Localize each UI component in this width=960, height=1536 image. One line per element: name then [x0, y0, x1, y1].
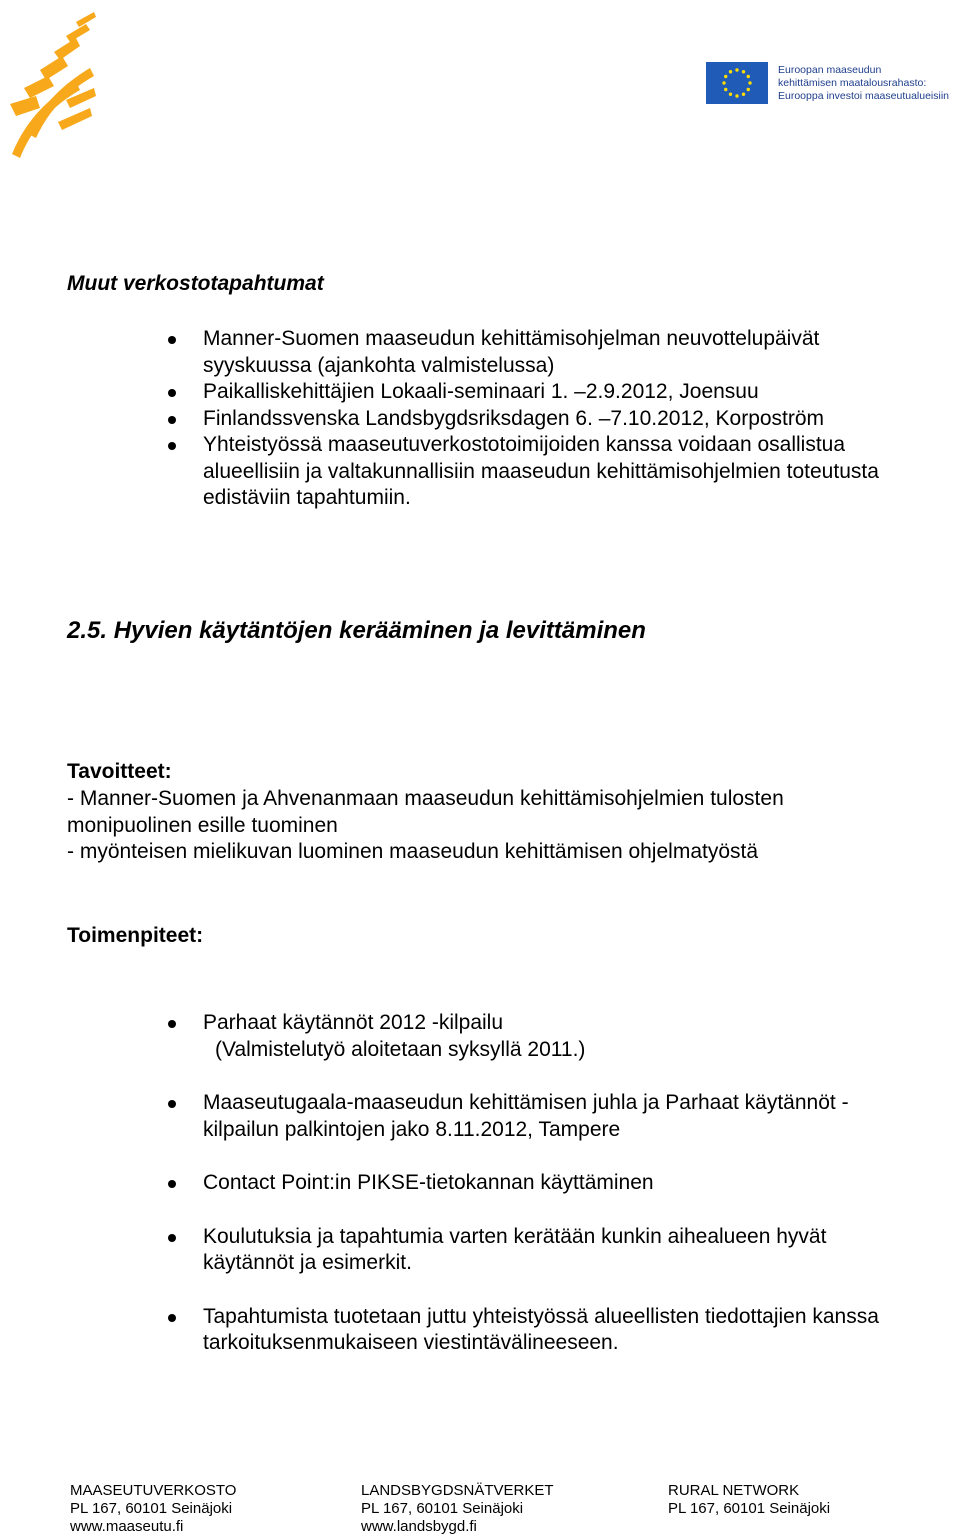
footer-column: [668, 1482, 830, 1518]
maaseutuverkosto-logo: [6, 4, 102, 160]
list-item: Tapahtumista tuotetaan juttu yhteistyössä alueellisten tiedottajien kanssa tarkoituksenmukaiseen viestintävälineeseen.: [0, 1304, 893, 1357]
goals-text: [67, 786, 877, 866]
eu-logo-block: [706, 62, 949, 104]
eu-flag-icon: [706, 62, 768, 104]
section-heading: 2.5. Hyvien käytäntöjen kerääminen ja levittäminen: [67, 617, 646, 644]
footer-column: [361, 1482, 554, 1536]
eu-star: [735, 94, 738, 97]
actions-list: [0, 1010, 893, 1384]
actions-label: Toimenpiteet:: [67, 924, 204, 947]
list-item: Finlandssvenska Landsbygdsriksdagen 6. –7.10.2012, Korpoström: [0, 406, 893, 433]
eu-star: [742, 70, 745, 73]
eu-fund-text: [778, 64, 949, 103]
list-item: Maaseutugaala-maaseudun kehittämisen juhla ja Parhaat käytännöt -kilpailun palkintojen jako 8.11.2012, Tampere: [0, 1090, 893, 1143]
list-item: Contact Point:in PIKSE-tietokannan käyttäminen: [0, 1170, 893, 1197]
eu-text-line: Euroopan maaseudun: [778, 63, 882, 76]
eu-star: [729, 70, 732, 73]
eu-star: [722, 81, 725, 84]
footer-org-name: MAASEUTUVERKOSTO: [70, 1482, 237, 1499]
footer-org-name: LANDSBYGDSNÄTVERKET: [361, 1482, 554, 1499]
eu-text-line: Eurooppa investoi maaseutualueisiin: [778, 89, 950, 102]
eu-star: [747, 75, 750, 78]
eu-text-line: kehittämisen maatalousrahasto:: [778, 76, 927, 89]
footer-website-link[interactable]: www.maaseutu.fi: [70, 1518, 184, 1535]
list-item: Paikalliskehittäjien Lokaali-seminaari 1. –2.9.2012, Joensuu: [0, 379, 893, 406]
eu-star: [729, 93, 732, 96]
footer-address: PL 167, 60101 Seinäjoki: [668, 1500, 831, 1517]
list-item-subtext: (Valmistelutyö aloitetaan syksyllä 2011.): [215, 1037, 586, 1061]
list-item-text: Parhaat käytännöt 2012 -kilpailu: [203, 1011, 504, 1034]
eu-star: [724, 88, 727, 91]
footer-column: [70, 1482, 236, 1536]
list-item: Yhteistyössä maaseutuverkostotoimijoiden kanssa voidaan osallistua alueellisiin ja valtakunnallisiin maaseudun kehittämisohjelmien toteutusta edistäviin tapahtumiin.: [0, 432, 893, 512]
eu-star: [742, 93, 745, 96]
list-item: Manner-Suomen maaseudun kehittämisohjelman neuvottelupäivät syyskuussa (ajankohta valmistelussa): [0, 326, 893, 379]
footer-address: PL 167, 60101 Seinäjoki: [361, 1500, 524, 1517]
goals-label: Tavoitteet:: [67, 760, 172, 783]
section-heading: Muut verkostotapahtumat: [67, 272, 324, 295]
eu-star: [724, 75, 727, 78]
footer-website-link[interactable]: www.landsbygd.fi: [361, 1518, 477, 1535]
goal-line: - myönteisen mielikuvan luominen maaseudun kehittämisen ohjelmatyöstä: [67, 840, 759, 863]
footer-address: PL 167, 60101 Seinäjoki: [70, 1500, 233, 1517]
footer-org-name: RURAL NETWORK: [668, 1482, 800, 1499]
event-list: [0, 326, 893, 512]
list-item: Koulutuksia ja tapahtumia varten kerätään kunkin aihealueen hyvät käytännöt ja esimerkit.: [0, 1224, 893, 1277]
list-item: [0, 1010, 893, 1063]
eu-star: [747, 88, 750, 91]
eu-star: [748, 81, 751, 84]
goal-line: - Manner-Suomen ja Ahvenanmaan maaseudun kehittämisohjelmien tulosten monipuolinen esille tuominen: [67, 787, 784, 837]
eu-star: [735, 68, 738, 71]
